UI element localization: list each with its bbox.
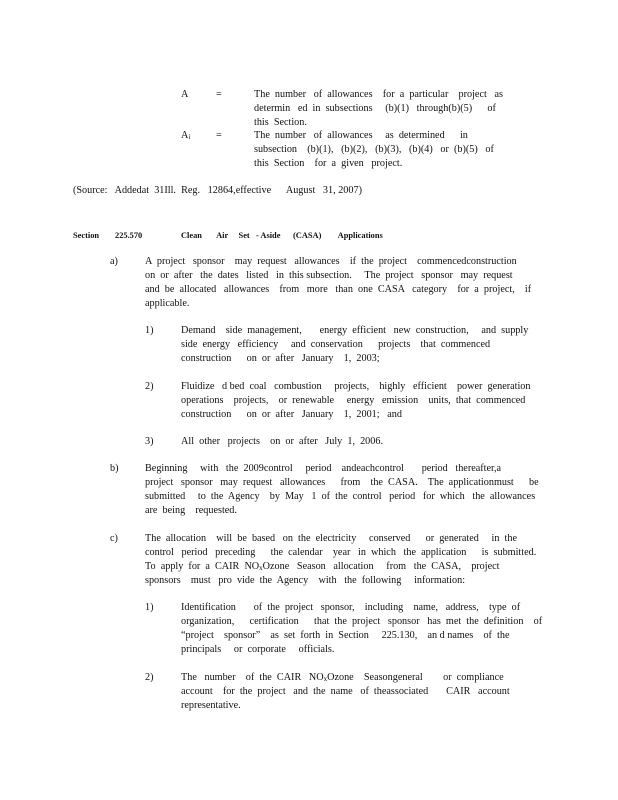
text-line: construction on or after January 1, 2001; and [181,409,402,420]
definition-symbol [181,129,190,143]
section-word: Section [73,231,100,240]
text-line: All other projects on or after July 1, 2006. [181,436,384,447]
text-line: organization, certification that the project sponsor has met the definition of [181,616,543,627]
subscript: x [323,675,328,683]
text-line: account for the project and the name of theassociated CAIR account [181,686,510,697]
text-line: are being requested. [145,505,237,516]
text-line: determin ed in subsections (b)(1) through(b)(5) of [254,103,496,114]
text-line: sponsors must pro vide the Agency with the following information: [145,575,466,586]
text-line: Beginning with the 2009control period andeachcontrol period thereafter,a [145,463,502,474]
text-line: The number of allowances for a particular project as [254,89,503,100]
symbol-letter: A [181,130,189,141]
item-label: 3) [145,436,154,447]
definition-text [254,129,524,171]
equals-sign: = [216,89,222,100]
text-line: The number of allowances as determined in [254,130,468,141]
item-text [181,601,551,657]
paragraph-label: c) [110,533,118,544]
text-line [181,672,504,683]
text-line: side energy efficiency and conservation projects that commenced [181,339,491,350]
text-line: The allocation will be based on the electricity conserved or generated in the [145,533,518,544]
text-line: Identification of the project sponsor, including name, address, type of [181,602,521,613]
item-label: 1) [145,602,154,613]
text-line: Fluidize d bed coal combustion projects, highly efficient power generation [181,381,531,392]
text-line: A project sponsor may request allowances if the project commencedconstruction [145,256,517,267]
definition-text [254,88,524,130]
section-title: Clean Air Set - Aside (CASA) Applications [181,231,383,240]
item-label: 2) [145,672,154,683]
text-fragment: Ozone Seasongeneral or compliance [327,672,504,683]
paragraph-text [145,532,545,588]
source-note: (Source: Addedat 31Ill. Reg. 12864,effective August 31, 2007) [73,185,362,196]
paragraph-label: a) [110,256,118,267]
text-fragment: To apply for a CAIR NO [145,561,260,572]
text-line: submitted to the Agency by May 1 of the control period for which the allowances [145,491,536,502]
text-line: principals or corporate officials. [181,644,335,655]
item-text [181,380,551,422]
paragraph-label: b) [110,463,119,474]
symbol-subscript: i [188,133,191,141]
paragraph-text [145,462,545,518]
subscript: x [259,564,263,572]
item-text [181,324,551,366]
paragraph-text [145,255,545,311]
section-number: 225.570 [115,231,143,240]
text-line: subsection (b)(1), (b)(2), (b)(3), (b)(4) or (b)(5) of [254,144,494,155]
text-line: on or after the dates listed in this subsection. The project sponsor may request [145,270,513,281]
text-line: project sponsor may request allowances from the CASA. The applicationmust be [145,477,539,488]
text-line: control period preceding the calendar year in which the application is submitted. [145,547,537,558]
text-line: this Section. [254,117,307,128]
text-line: representative. [181,700,241,711]
text-line [145,561,499,572]
text-line: applicable. [145,298,190,309]
item-label: 1) [145,325,154,336]
text-line: construction on or after January 1, 2003; [181,353,380,364]
item-text [181,671,551,713]
item-label: 2) [145,381,154,392]
text-line: and be allocated allowances from more than one CASA category for a project, if [145,284,532,295]
text-fragment: Ozone Season allocation from the CASA, project [262,561,500,572]
text-line: “project sponsor” as set forth in Section 225.130, an d names of the [181,630,510,641]
text-fragment: The number of the CAIR NO [181,672,324,683]
text-line: Demand side management, energy efficient new construction, and supply [181,325,529,336]
text-line: this Section for a given project. [254,158,403,169]
text-line: operations projects, or renewable energy emission units, that commenced [181,395,526,406]
definition-symbol: A [181,89,189,100]
equals-sign: = [216,130,222,141]
item-text [181,435,551,449]
